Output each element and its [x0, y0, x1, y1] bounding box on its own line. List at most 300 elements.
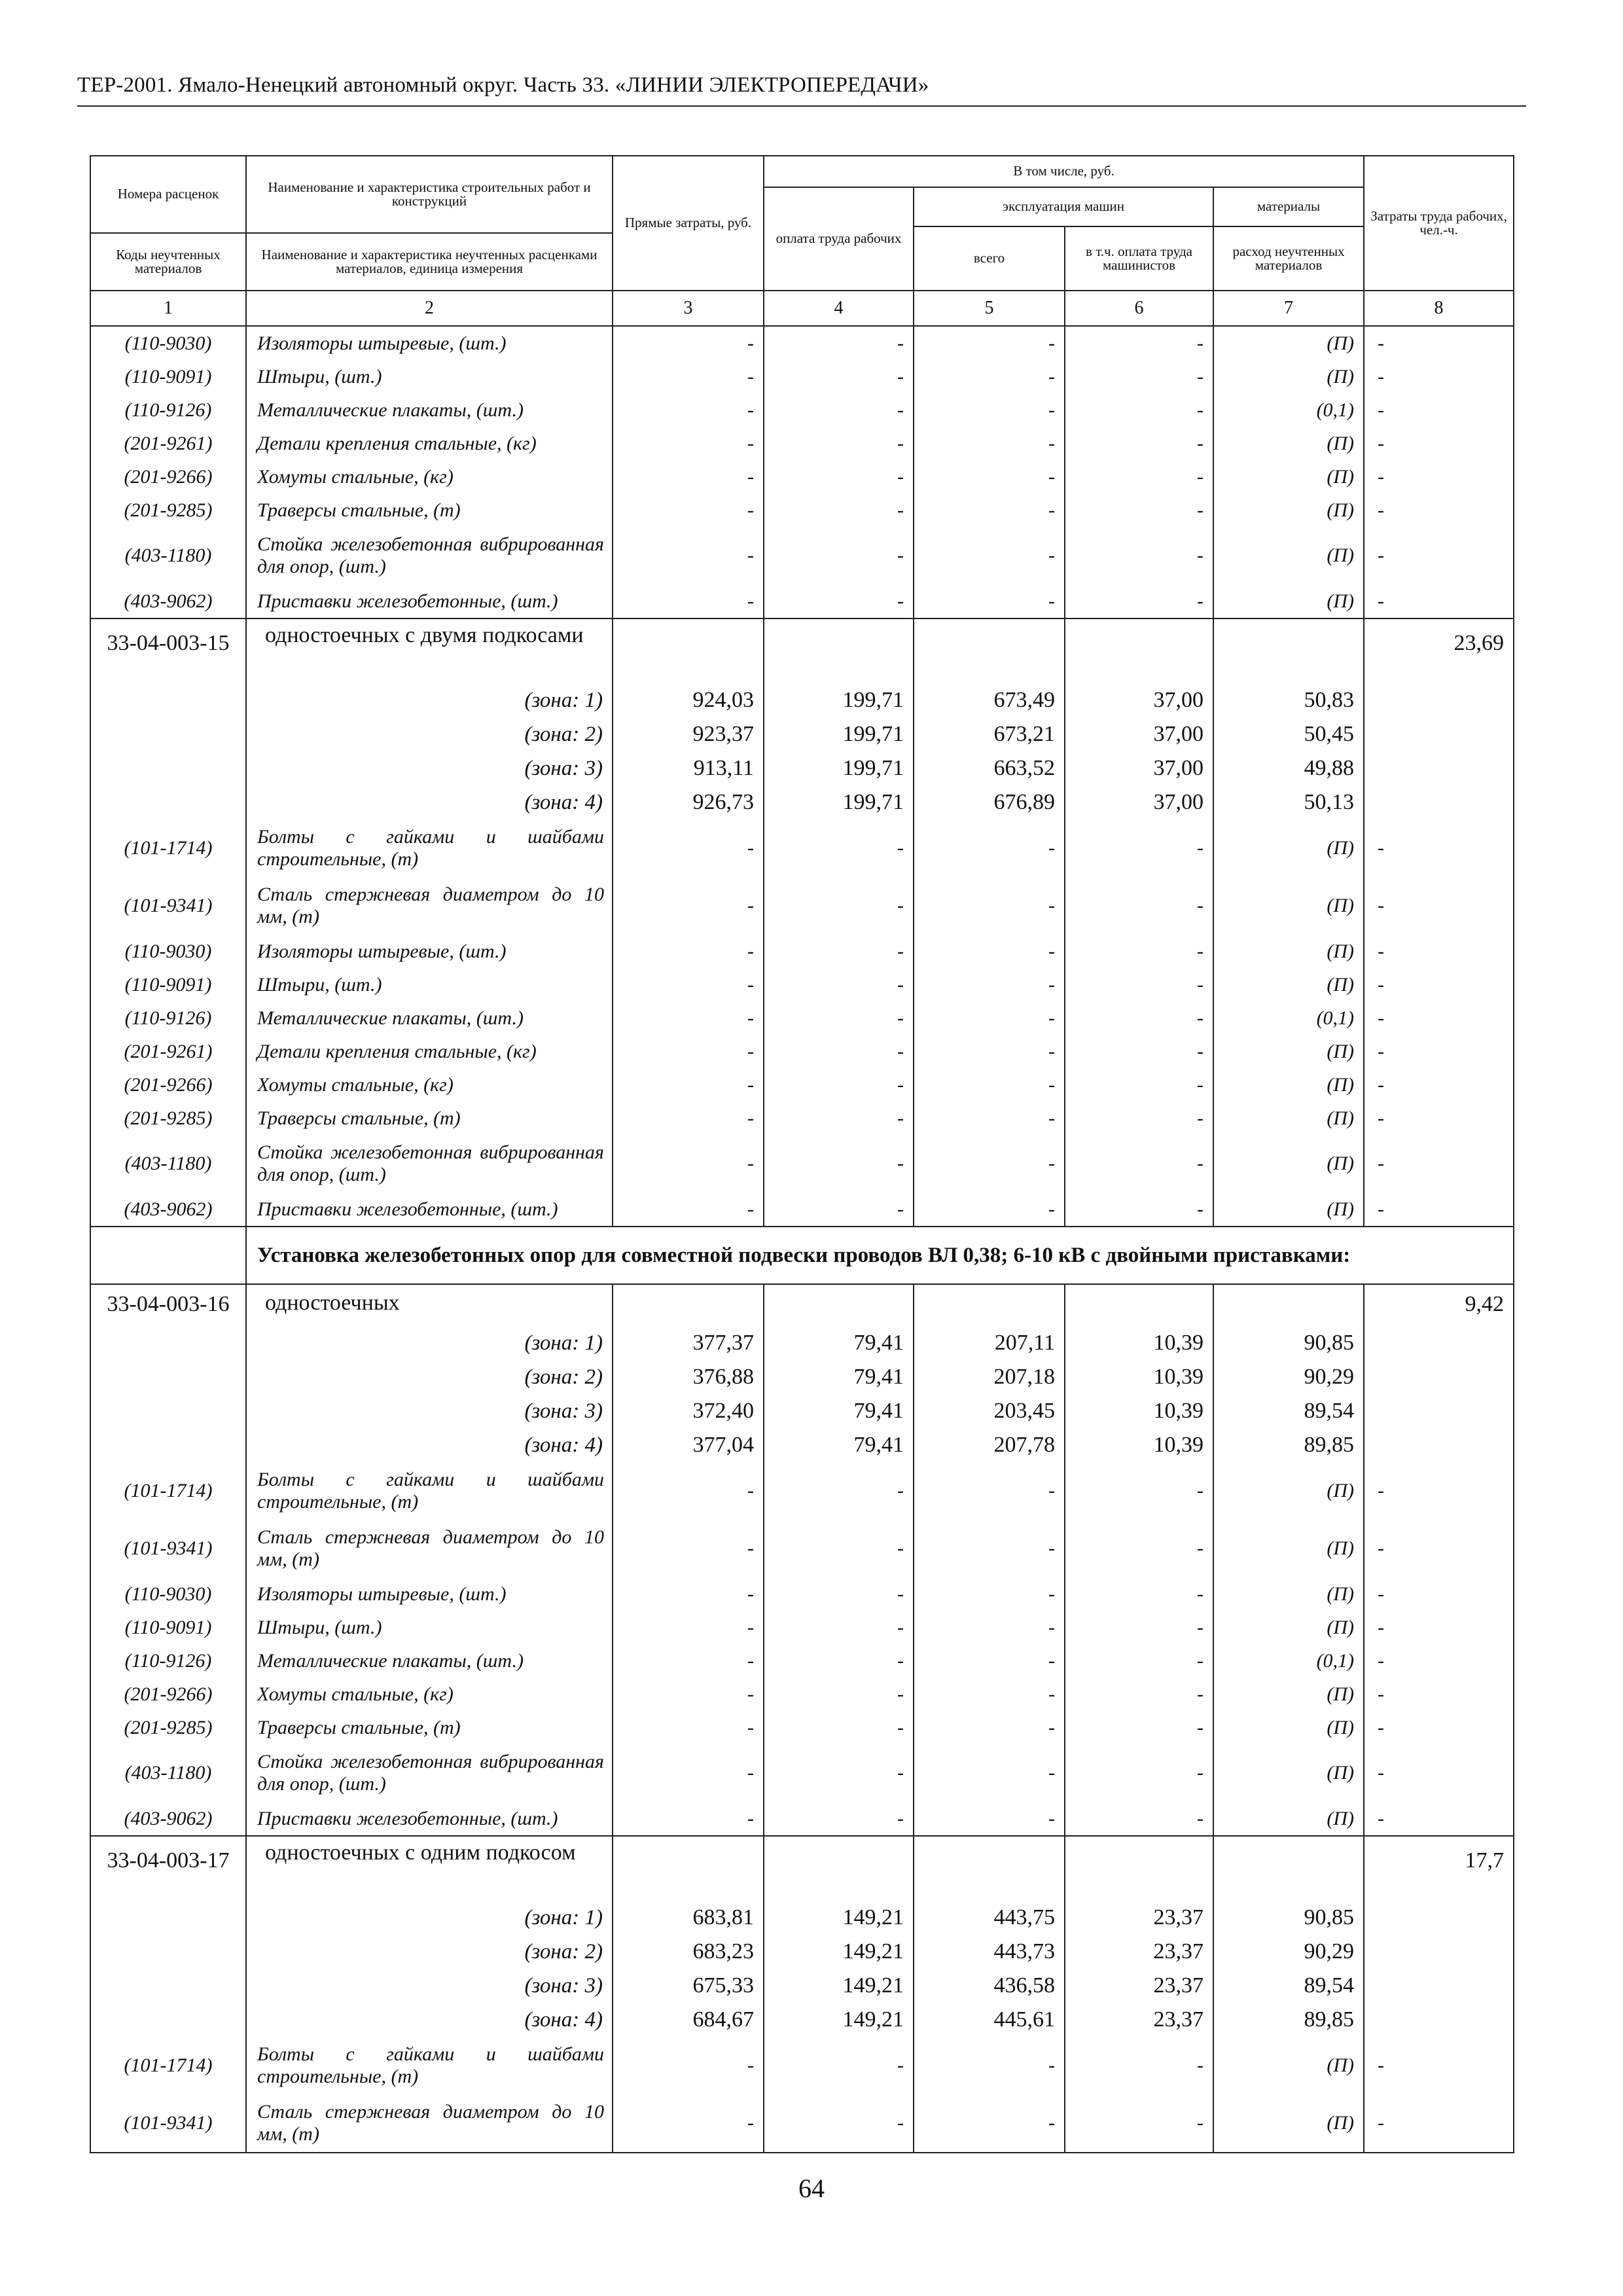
empty-cell [1364, 2003, 1514, 2037]
material-consumption: (П) [1213, 427, 1364, 460]
cell-value: - [914, 393, 1065, 427]
zone-label: (зона: 2) [246, 717, 613, 751]
cell-value: 10,39 [1065, 1394, 1213, 1428]
material-name: Изоляторы штыревые, (шт.) [246, 935, 613, 968]
cell-value: - [764, 1193, 914, 1227]
cell-value: 443,75 [914, 1901, 1065, 1935]
cell-value: - [914, 1462, 1065, 1520]
material-row [90, 1068, 1514, 1102]
material-code: (101-9341) [90, 1520, 246, 1577]
cell-value: - [914, 877, 1065, 935]
header-unaccounted-materials: расход неучтенных материалов [1213, 226, 1364, 291]
zone-label: (зона: 3) [246, 751, 613, 785]
material-code: (110-9091) [90, 1611, 246, 1644]
cell-value: - [914, 493, 1065, 527]
header-group-including: В том числе, руб. [764, 156, 1364, 187]
cell-value: 10,39 [1065, 1428, 1213, 1462]
cell-value: - [1065, 393, 1213, 427]
cell-value: - [613, 1677, 764, 1711]
cell-value: - [764, 1577, 914, 1611]
empty-cell [1364, 751, 1514, 785]
cell-value: - [764, 968, 914, 1001]
cell-value: 79,41 [764, 1428, 914, 1462]
cell-value: - [1065, 493, 1213, 527]
material-row [90, 1611, 1514, 1644]
material-code: (403-9062) [90, 584, 246, 619]
material-code: (110-9091) [90, 360, 246, 393]
empty-cell [1364, 717, 1514, 751]
cell-value: - [914, 1001, 1065, 1035]
cell-value: 683,23 [613, 1935, 764, 1969]
cell-value: - [1065, 1035, 1213, 1068]
cell-value: - [1065, 460, 1213, 493]
empty-cell [90, 2152, 246, 2153]
cell-value: - [1065, 819, 1213, 877]
material-code: (201-9285) [90, 1711, 246, 1744]
material-code: (201-9261) [90, 427, 246, 460]
zone-label: (зона: 2) [246, 1360, 613, 1394]
empty-cell [1364, 1394, 1514, 1428]
cell-value: 913,11 [613, 751, 764, 785]
cell-value: - [764, 1035, 914, 1068]
zone-label: (зона: 1) [246, 683, 613, 717]
cell-value: 23,37 [1065, 2003, 1213, 2037]
cell-value: 10,39 [1065, 1326, 1213, 1360]
cell-value: 436,58 [914, 1969, 1065, 2003]
empty-cell [1213, 1836, 1364, 1901]
zone-label: (зона: 1) [246, 1326, 613, 1360]
material-consumption: (П) [1213, 1102, 1364, 1135]
labor-value: 17,7 [1364, 1836, 1514, 1901]
labor-value: 9,42 [1364, 1284, 1514, 1326]
empty-cell [1364, 785, 1514, 819]
material-consumption: (П) [1213, 1520, 1364, 1577]
material-code: (101-9341) [90, 877, 246, 935]
cell-value: - [1065, 584, 1213, 619]
empty-cell [764, 1284, 914, 1326]
empty-cell [90, 1394, 246, 1428]
empty-cell [90, 683, 246, 717]
material-row [90, 2094, 1514, 2152]
cell-value: 89,54 [1213, 1969, 1364, 2003]
material-name: Изоляторы штыревые, (шт.) [246, 1577, 613, 1611]
zone-row [90, 1901, 1514, 1935]
cell-value: - [914, 1035, 1065, 1068]
section-heading: Установка железобетонных опор для совместной подвески проводов ВЛ 0,38; 6-10 кВ с двойными приставками: [246, 1227, 1514, 1284]
cell-value: 90,85 [1213, 1326, 1364, 1360]
cell-value: - [764, 819, 914, 877]
material-row [90, 527, 1514, 584]
cell-value: - [764, 1520, 914, 1577]
labor-value: - [1364, 1677, 1514, 1711]
cell-value: 923,37 [613, 717, 764, 751]
material-name: Детали крепления стальные, (кг) [246, 1035, 613, 1068]
material-name: Стойка железобетонная вибрированная для опор, (шт.) [246, 1744, 613, 1802]
zone-label: (зона: 3) [246, 1969, 613, 2003]
cell-value: 10,39 [1065, 1360, 1213, 1394]
cell-value: 443,73 [914, 1935, 1065, 1969]
cell-value: - [613, 1611, 764, 1644]
table-header [90, 156, 1514, 326]
empty-cell [90, 1227, 246, 1284]
cell-value: 199,71 [764, 785, 914, 819]
cell-value: - [1065, 1001, 1213, 1035]
labor-value: - [1364, 935, 1514, 968]
material-code: (201-9266) [90, 460, 246, 493]
cell-value: 89,85 [1213, 1428, 1364, 1462]
material-name: Хомуты стальные, (кг) [246, 1068, 613, 1102]
cell-value: - [764, 877, 914, 935]
header-group-materials: материалы [1213, 187, 1364, 226]
cell-value: 149,21 [764, 1969, 914, 2003]
cell-value: - [764, 2094, 914, 2152]
material-row [90, 1677, 1514, 1711]
empty-cell [1364, 1969, 1514, 2003]
labor-value: - [1364, 968, 1514, 1001]
material-name: Траверсы стальные, (т) [246, 1102, 613, 1135]
cell-value: - [613, 427, 764, 460]
empty-cell [914, 1836, 1065, 1901]
material-code: (201-9285) [90, 493, 246, 527]
cell-value: - [914, 935, 1065, 968]
cell-value: 203,45 [914, 1394, 1065, 1428]
cell-value: - [914, 2037, 1065, 2094]
empty-cell [1065, 2152, 1213, 2153]
cell-value: - [1065, 1644, 1213, 1677]
cell-value: 675,33 [613, 1969, 764, 2003]
empty-cell [90, 1428, 246, 1462]
cell-value: - [613, 1520, 764, 1577]
header-machinists-wages: в т.ч. оплата труда машинистов [1065, 226, 1213, 291]
table-bottom-edge [90, 2152, 1514, 2153]
material-consumption: (П) [1213, 819, 1364, 877]
header-rule [77, 105, 1526, 107]
zone-row [90, 1935, 1514, 1969]
cell-value: 23,37 [1065, 1935, 1213, 1969]
cell-value: - [1065, 1577, 1213, 1611]
material-code: (101-1714) [90, 1462, 246, 1520]
labor-value: - [1364, 1068, 1514, 1102]
cell-value: 199,71 [764, 683, 914, 717]
material-row [90, 1577, 1514, 1611]
running-title: ТЕР-2001. Ямало-Ненецкий автономный округ. Часть 33. «ЛИНИИ ЭЛЕКТРОПЕРЕДАЧИ» [77, 73, 929, 97]
cell-value: - [613, 393, 764, 427]
cell-value: - [914, 326, 1065, 360]
rate-code: 33-04-003-17 [90, 1836, 246, 1901]
material-row [90, 427, 1514, 460]
cell-value: - [1065, 877, 1213, 935]
zone-row [90, 1394, 1514, 1428]
material-code: (110-9030) [90, 935, 246, 968]
labor-value: - [1364, 819, 1514, 877]
material-code: (110-9126) [90, 1001, 246, 1035]
zone-label: (зона: 4) [246, 1428, 613, 1462]
material-code: (201-9261) [90, 1035, 246, 1068]
material-code: (403-1180) [90, 1744, 246, 1802]
labor-value: - [1364, 1744, 1514, 1802]
material-row [90, 1001, 1514, 1035]
cell-value: - [1065, 2037, 1213, 2094]
cell-value: - [613, 2094, 764, 2152]
labor-value: - [1364, 1135, 1514, 1193]
material-consumption: (П) [1213, 1135, 1364, 1193]
empty-cell [1364, 683, 1514, 717]
header-col2-bottom: Наименование и характеристика неучтенных расценками материалов, единица измерения [246, 233, 613, 291]
material-name: Штыри, (шт.) [246, 1611, 613, 1644]
empty-cell [764, 619, 914, 683]
cell-value: - [1065, 1102, 1213, 1135]
rates-table-container [90, 155, 1513, 2153]
zone-label: (зона: 3) [246, 1394, 613, 1428]
cell-value: - [1065, 2094, 1213, 2152]
empty-cell [1364, 1428, 1514, 1462]
cell-value: - [613, 1001, 764, 1035]
cell-value: 924,03 [613, 683, 764, 717]
material-name: Хомуты стальные, (кг) [246, 1677, 613, 1711]
empty-cell [1364, 2152, 1514, 2153]
labor-value: - [1364, 393, 1514, 427]
cell-value: - [764, 1001, 914, 1035]
cell-value: 207,11 [914, 1326, 1065, 1360]
cell-value: - [764, 1462, 914, 1520]
zone-row [90, 2003, 1514, 2037]
material-name: Металлические плакаты, (шт.) [246, 393, 613, 427]
cell-value: 50,83 [1213, 683, 1364, 717]
cell-value: 372,40 [613, 1394, 764, 1428]
labor-value: - [1364, 493, 1514, 527]
cell-value: - [613, 968, 764, 1001]
labor-value: - [1364, 1802, 1514, 1836]
material-row [90, 1744, 1514, 1802]
cell-value: 376,88 [613, 1360, 764, 1394]
empty-cell [90, 1326, 246, 1360]
cell-value: - [1065, 968, 1213, 1001]
rate-name: одностоечных с двумя подкосами [246, 619, 613, 683]
cell-value: - [914, 1802, 1065, 1836]
material-row [90, 1711, 1514, 1744]
cell-value: - [1065, 427, 1213, 460]
cell-value: - [613, 1135, 764, 1193]
labor-value: - [1364, 584, 1514, 619]
cell-value: - [764, 326, 914, 360]
material-code: (403-1180) [90, 527, 246, 584]
cell-value: - [1065, 1711, 1213, 1744]
empty-cell [1065, 1836, 1213, 1901]
cell-value: 79,41 [764, 1326, 914, 1360]
rate-name: одностоечных с одним подкосом [246, 1836, 613, 1901]
cell-value: - [613, 584, 764, 619]
empty-cell [1213, 619, 1364, 683]
empty-cell [764, 2152, 914, 2153]
material-row [90, 1035, 1514, 1068]
cell-value: - [1065, 1520, 1213, 1577]
cell-value: - [1065, 1462, 1213, 1520]
column-number: 2 [246, 291, 613, 326]
material-name: Изоляторы штыревые, (шт.) [246, 326, 613, 360]
empty-cell [1364, 1360, 1514, 1394]
cell-value: - [914, 819, 1065, 877]
zone-row [90, 1428, 1514, 1462]
rate-position-row [90, 619, 1514, 683]
material-code: (403-9062) [90, 1193, 246, 1227]
cell-value: - [764, 935, 914, 968]
rate-position-row [90, 1836, 1514, 1901]
cell-value: 90,29 [1213, 1360, 1364, 1394]
column-number: 8 [1364, 291, 1514, 326]
cell-value: - [1065, 360, 1213, 393]
cell-value: - [764, 427, 914, 460]
cell-value: - [914, 1193, 1065, 1227]
empty-cell [613, 2152, 764, 2153]
cell-value: 49,88 [1213, 751, 1364, 785]
material-name: Штыри, (шт.) [246, 968, 613, 1001]
material-row [90, 326, 1514, 360]
material-consumption: (П) [1213, 1802, 1364, 1836]
cell-value: - [613, 1035, 764, 1068]
cell-value: - [914, 1644, 1065, 1677]
cell-value: - [1065, 1193, 1213, 1227]
labor-value: - [1364, 527, 1514, 584]
material-row [90, 1462, 1514, 1520]
header-col2-top: Наименование и характеристика строительных работ и конструкций [246, 156, 613, 233]
cell-value: - [764, 1644, 914, 1677]
cell-value: 37,00 [1065, 683, 1213, 717]
zone-row [90, 683, 1514, 717]
zone-label: (зона: 2) [246, 1935, 613, 1969]
material-name: Траверсы стальные, (т) [246, 1711, 613, 1744]
cell-value: - [914, 1102, 1065, 1135]
labor-value: - [1364, 460, 1514, 493]
material-row [90, 1135, 1514, 1193]
labor-value: - [1364, 1001, 1514, 1035]
material-consumption: (П) [1213, 460, 1364, 493]
cell-value: - [914, 1711, 1065, 1744]
material-consumption: (П) [1213, 968, 1364, 1001]
cell-value: - [764, 1677, 914, 1711]
material-code: (110-9126) [90, 393, 246, 427]
material-consumption: (П) [1213, 1035, 1364, 1068]
material-consumption: (П) [1213, 1193, 1364, 1227]
cell-value: - [764, 1068, 914, 1102]
empty-cell [914, 619, 1065, 683]
cell-value: - [613, 527, 764, 584]
cell-value: - [613, 1068, 764, 1102]
empty-cell [246, 2152, 613, 2153]
cell-value: - [1065, 326, 1213, 360]
cell-value: 23,37 [1065, 1969, 1213, 2003]
material-code: (101-1714) [90, 819, 246, 877]
cell-value: 149,21 [764, 1935, 914, 1969]
cell-value: 89,85 [1213, 2003, 1364, 2037]
material-name: Болты с гайками и шайбами строительные, (т) [246, 2037, 613, 2094]
empty-cell [90, 2003, 246, 2037]
material-name: Металлические плакаты, (шт.) [246, 1644, 613, 1677]
cell-value: 37,00 [1065, 717, 1213, 751]
cell-value: - [1065, 1068, 1213, 1102]
material-code: (201-9266) [90, 1677, 246, 1711]
empty-cell [90, 1935, 246, 1969]
cell-value: 79,41 [764, 1360, 914, 1394]
cell-value: 149,21 [764, 1901, 914, 1935]
material-row [90, 460, 1514, 493]
cell-value: 89,54 [1213, 1394, 1364, 1428]
labor-value: - [1364, 1711, 1514, 1744]
material-row [90, 968, 1514, 1001]
material-code: (403-9062) [90, 1802, 246, 1836]
zone-row [90, 717, 1514, 751]
material-code: (201-9285) [90, 1102, 246, 1135]
material-code: (201-9266) [90, 1068, 246, 1102]
material-name: Болты с гайками и шайбами строительные, (т) [246, 1462, 613, 1520]
material-consumption: (0,1) [1213, 1644, 1364, 1677]
material-consumption: (П) [1213, 584, 1364, 619]
cell-value: - [764, 1802, 914, 1836]
cell-value: - [613, 877, 764, 935]
empty-cell [90, 717, 246, 751]
cell-value: - [914, 584, 1065, 619]
cell-value: - [613, 1711, 764, 1744]
material-consumption: (П) [1213, 326, 1364, 360]
material-consumption: (П) [1213, 1677, 1364, 1711]
material-consumption: (П) [1213, 493, 1364, 527]
zone-label: (зона: 4) [246, 785, 613, 819]
cell-value: - [613, 460, 764, 493]
cell-value: 207,18 [914, 1360, 1065, 1394]
labor-value: 23,69 [1364, 619, 1514, 683]
empty-cell [1364, 1901, 1514, 1935]
cell-value: - [914, 1677, 1065, 1711]
cell-value: 676,89 [914, 785, 1065, 819]
empty-cell [1213, 2152, 1364, 2153]
cell-value: - [1065, 1677, 1213, 1711]
header-group-machines: эксплуатация машин [914, 187, 1213, 226]
empty-cell [613, 619, 764, 683]
material-row [90, 935, 1514, 968]
empty-cell [1364, 1935, 1514, 1969]
material-row [90, 1802, 1514, 1836]
cell-value: 199,71 [764, 751, 914, 785]
material-code: (101-9341) [90, 2094, 246, 2152]
cell-value: - [764, 1102, 914, 1135]
cell-value: 683,81 [613, 1901, 764, 1935]
cell-value: - [764, 360, 914, 393]
empty-cell [914, 2152, 1065, 2153]
material-consumption: (П) [1213, 527, 1364, 584]
section-heading-row [90, 1227, 1514, 1284]
labor-value: - [1364, 1644, 1514, 1677]
cell-value: - [1065, 1802, 1213, 1836]
cell-value: 199,71 [764, 717, 914, 751]
material-name: Стойка железобетонная вибрированная для опор, (шт.) [246, 527, 613, 584]
material-name: Сталь стержневая диаметром до 10 мм, (т) [246, 877, 613, 935]
material-consumption: (П) [1213, 1462, 1364, 1520]
material-consumption: (П) [1213, 1711, 1364, 1744]
cell-value: 23,37 [1065, 1901, 1213, 1935]
material-name: Приставки железобетонные, (шт.) [246, 1193, 613, 1227]
header-machines-total: всего [914, 226, 1065, 291]
material-consumption: (П) [1213, 2094, 1364, 2152]
header-labor-costs: Затраты труда рабочих, чел.-ч. [1364, 156, 1514, 291]
cell-value: - [764, 493, 914, 527]
zone-row [90, 751, 1514, 785]
material-consumption: (0,1) [1213, 1001, 1364, 1035]
cell-value: - [764, 527, 914, 584]
material-row [90, 1644, 1514, 1677]
cell-value: - [613, 1744, 764, 1802]
material-name: Хомуты стальные, (кг) [246, 460, 613, 493]
material-row [90, 2037, 1514, 2094]
column-number: 5 [914, 291, 1065, 326]
